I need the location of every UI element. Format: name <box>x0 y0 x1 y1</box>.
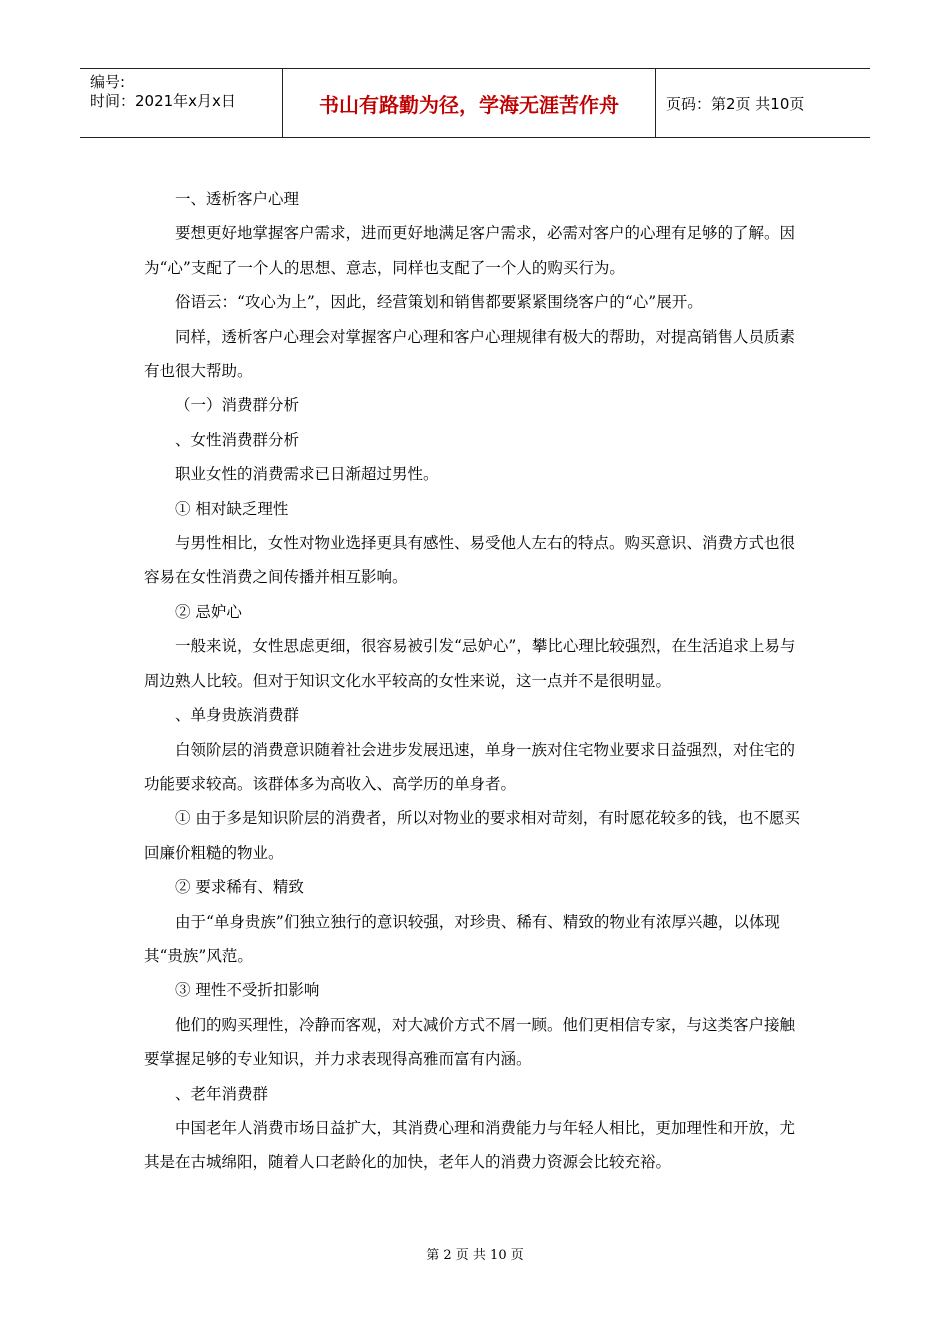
header-motto: 书山有路勤为径，学海无涯苦作舟 <box>283 69 656 137</box>
list-item: ② 忌妒心 <box>175 602 242 621</box>
subheading: 、单身贵族消费群 <box>175 706 300 725</box>
subheading: 、老年消费群 <box>175 1084 269 1103</box>
paragraph: 中国老年人消费市场日益扩大，其消费心理和消费能力与年轻人相比，更加理性和开放，尤其是在古城绵阳，随着人口老龄化的加快，老年人的消费力资源会比较充裕。 <box>144 1118 796 1172</box>
list-item: ③ 理性不受折扣影响 <box>175 981 320 1000</box>
document-body <box>144 182 809 1180</box>
paragraph: 一般来说，女性思虑更细，很容易被引发“忌妒心”，攀比心理比较强烈，在生活追求上易与周边熟人比较。但对于知识文化水平较高的女性来说，这一点并不是很明显。 <box>144 637 796 690</box>
subsection-heading: （一）消费群分析 <box>175 396 300 415</box>
paragraph: 与男性相比，女性对物业选择更具有感性、易受他人左右的特点。购买意识、消费方式也很容易在女性消费之间传播并相互影响。 <box>144 534 796 587</box>
date-label: 时间：2021年x月x日 <box>90 92 236 110</box>
page-header <box>80 68 870 138</box>
list-item: ① 由于多是知识阶层的消费者，所以对物业的要求相对苛刻，有时愿花较多的钱，也不愿买回廉价粗糙的物业。 <box>144 809 800 862</box>
section-heading: 一、透析客户心理 <box>175 190 300 208</box>
paragraph: 他们的购买理性，冷静而客观，对大减价方式不屑一顾。他们更相信专家，与这类客户接触要掌握足够的专业知识，并力求表现得高雅而富有内涵。 <box>144 1015 796 1069</box>
paragraph: 同样，透析客户心理会对掌握客户心理和客户心理规律有极大的帮助，对提高销售人员质素有也很大帮助。 <box>144 327 796 381</box>
paragraph: 俗语云：“攻心为上”，因此，经营策划和销售都要紧紧围绕客户的“心”展开。 <box>175 293 703 312</box>
paragraph: 职业女性的消费需求已日渐超过男性。 <box>175 465 439 484</box>
paragraph: 要想更好地掌握客户需求，进而更好地满足客户需求，必需对客户的心理有足够的了解。因为“心”支配了一个人的思想、意志，同样也支配了一个人的购买行为。 <box>144 224 796 277</box>
page-footer: 第 2 页 共 10 页 <box>426 1248 524 1263</box>
subheading: 、女性消费群分析 <box>175 430 300 449</box>
list-item: ① 相对缺乏理性 <box>175 499 289 518</box>
header-meta <box>80 69 283 137</box>
paragraph: 白领阶层的消费意识随着社会进步发展迅速，单身一族对住宅物业要求日益强烈，对住宅的功能要求较高。该群体多为高收入、高学历的单身者。 <box>144 740 796 793</box>
paragraph: 由于“单身贵族”们独立独行的意识较强，对珍贵、稀有、精致的物业有浓厚兴趣，以体现其“贵族”风范。 <box>144 912 780 965</box>
list-item: ② 要求稀有、精致 <box>175 878 304 897</box>
header-page-info: 页码：第2页 共10页 <box>666 94 805 113</box>
number-label: 编号: <box>90 73 126 91</box>
